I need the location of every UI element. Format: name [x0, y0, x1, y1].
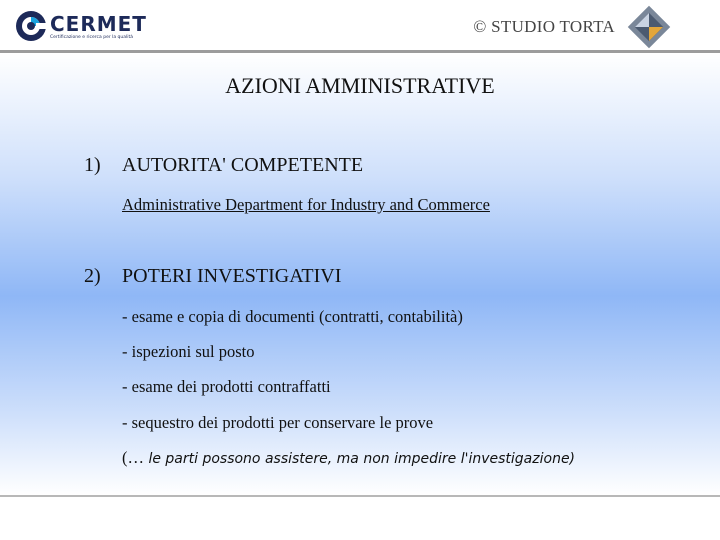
logo-tagline: Certificazione e ricerca per la qualità: [50, 35, 134, 40]
slide-header: [0, 0, 720, 52]
studio-torta-logo-icon: [626, 4, 672, 50]
slide-title: AZIONI AMMINISTRATIVE: [225, 73, 495, 98]
copyright-label: © STUDIO TORTA: [473, 17, 615, 36]
power-item: - esame dei prodotti contraffatti: [122, 377, 331, 396]
power-item: - esame e copia di documenti (contratti, contabilità): [122, 307, 463, 326]
cermet-emblem-icon: [14, 9, 48, 43]
authority-name: Administrative Department for Industry and Commerce: [122, 195, 490, 214]
section-heading-powers: [84, 265, 341, 288]
logo-brand-text: CERMET: [50, 12, 147, 36]
section-title: POTERI INVESTIGATIVI: [122, 265, 342, 287]
section-heading-authority: [84, 154, 363, 177]
power-item: - sequestro dei prodotti per conservare le prove: [122, 413, 434, 432]
power-item: - ispezioni sul posto: [122, 342, 255, 361]
power-note-prefix: (…: [122, 448, 144, 467]
power-note-text: le parti possono assistere, ma non impedire l'investigazione): [144, 451, 576, 467]
section-title: AUTORITA' COMPETENTE: [122, 154, 364, 176]
footer-divider: [0, 495, 720, 497]
section-number: 2): [84, 265, 101, 287]
cermet-logo: [14, 9, 147, 45]
section-number: 1): [84, 154, 101, 176]
power-note: [122, 448, 575, 468]
